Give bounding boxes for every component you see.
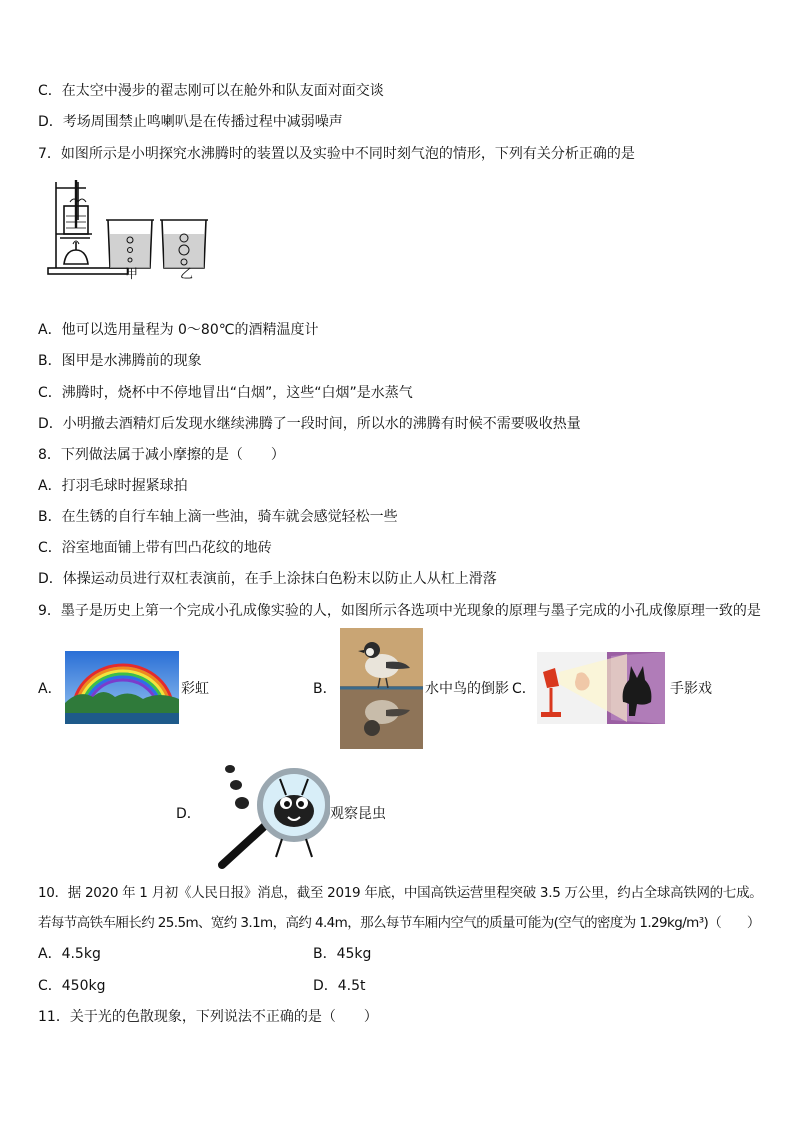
q10-stem-line2: 若每节高铁车厢长约 25.5m、宽约 3.1m，高约 4.4m，那么每节车厢内空气的质量可能为(空气的密度为 1.29kg/m³)（ ） xyxy=(38,915,760,931)
q8-option-c: C．浴室地面铺上带有凹凸花纹的地砖 xyxy=(38,540,272,556)
q9-option-d-letter: D． xyxy=(176,806,201,822)
fig-label-yi: 乙 xyxy=(180,267,194,282)
fig-label-jia: 甲 xyxy=(125,267,139,282)
q9-stem: 9．墨子是历史上第一个完成小孔成像实验的人，如图所示各选项中光现象的原理与墨子完成的小孔成像原理一致的是 xyxy=(38,603,761,619)
stand-base xyxy=(48,268,128,274)
q7-stem: 7．如图所示是小明探究水沸腾时的装置以及实验中不同时刻气泡的情形，下列有关分析正确的是 xyxy=(38,146,635,162)
q9-option-d-text: 观察昆虫 xyxy=(330,806,386,822)
q9-option-c-letter: C． xyxy=(512,681,536,697)
beaker-jia xyxy=(106,220,154,268)
alcohol-lamp xyxy=(64,250,88,264)
q9-option-c-text: 手影戏 xyxy=(670,681,712,697)
q9-option-a-letter: A． xyxy=(38,681,62,697)
q6-option-c: C．在太空中漫步的翟志刚可以在舱外和队友面对面交谈 xyxy=(38,83,384,99)
q9-option-b-text: 水中鸟的倒影 xyxy=(425,681,509,697)
hand-shadow-image xyxy=(537,652,665,724)
magnifier-insect-image xyxy=(202,757,330,869)
q10-option-a: A．4.5kg xyxy=(38,946,101,962)
q8-option-b: B．在生锈的自行车轴上滴一些油，骑车就会感觉轻松一些 xyxy=(38,509,398,525)
q11-stem: 11．关于光的色散现象，下列说法不正确的是（ ） xyxy=(38,1009,378,1025)
rainbow-image xyxy=(65,651,179,724)
beaker-yi xyxy=(160,220,208,268)
q7-option-d: D．小明撤去酒精灯后发现水继续沸腾了一段时间，所以水的沸腾有时候不需要吸收热量 xyxy=(38,416,581,432)
q6-option-d: D．考场周围禁止鸣喇叭是在传播过程中减弱噪声 xyxy=(38,114,343,130)
q7-option-b: B．图甲是水沸腾前的现象 xyxy=(38,353,202,369)
bird-reflection-image xyxy=(340,628,423,749)
q10-option-d: D．4.5t xyxy=(313,978,366,994)
q7-option-a: A．他可以选用量程为 0～80℃的酒精温度计 xyxy=(38,322,319,338)
q10-option-b: B．45kg xyxy=(313,946,372,962)
q10-option-c: C．450kg xyxy=(38,978,106,994)
q7-option-c: C．沸腾时，烧杯中不停地冒出“白烟”，这些“白烟”是水蒸气 xyxy=(38,385,413,401)
q9-option-b-letter: B． xyxy=(313,681,337,697)
q8-stem: 8．下列做法属于减小摩擦的是（ ） xyxy=(38,447,285,463)
q8-option-a: A．打羽毛球时握紧球拍 xyxy=(38,478,188,494)
q8-option-d: D．体操运动员进行双杠表演前，在手上涂抹白色粉末以防止人从杠上滑落 xyxy=(38,571,497,587)
q9-option-a-text: 彩虹 xyxy=(181,681,209,697)
q10-stem-line1: 10．据 2020 年 1 月初《人民日报》消息，截至 2019 年底，中国高铁运营里程突破 3.5 万公里，约占全球高铁网的七成。 xyxy=(38,885,763,901)
